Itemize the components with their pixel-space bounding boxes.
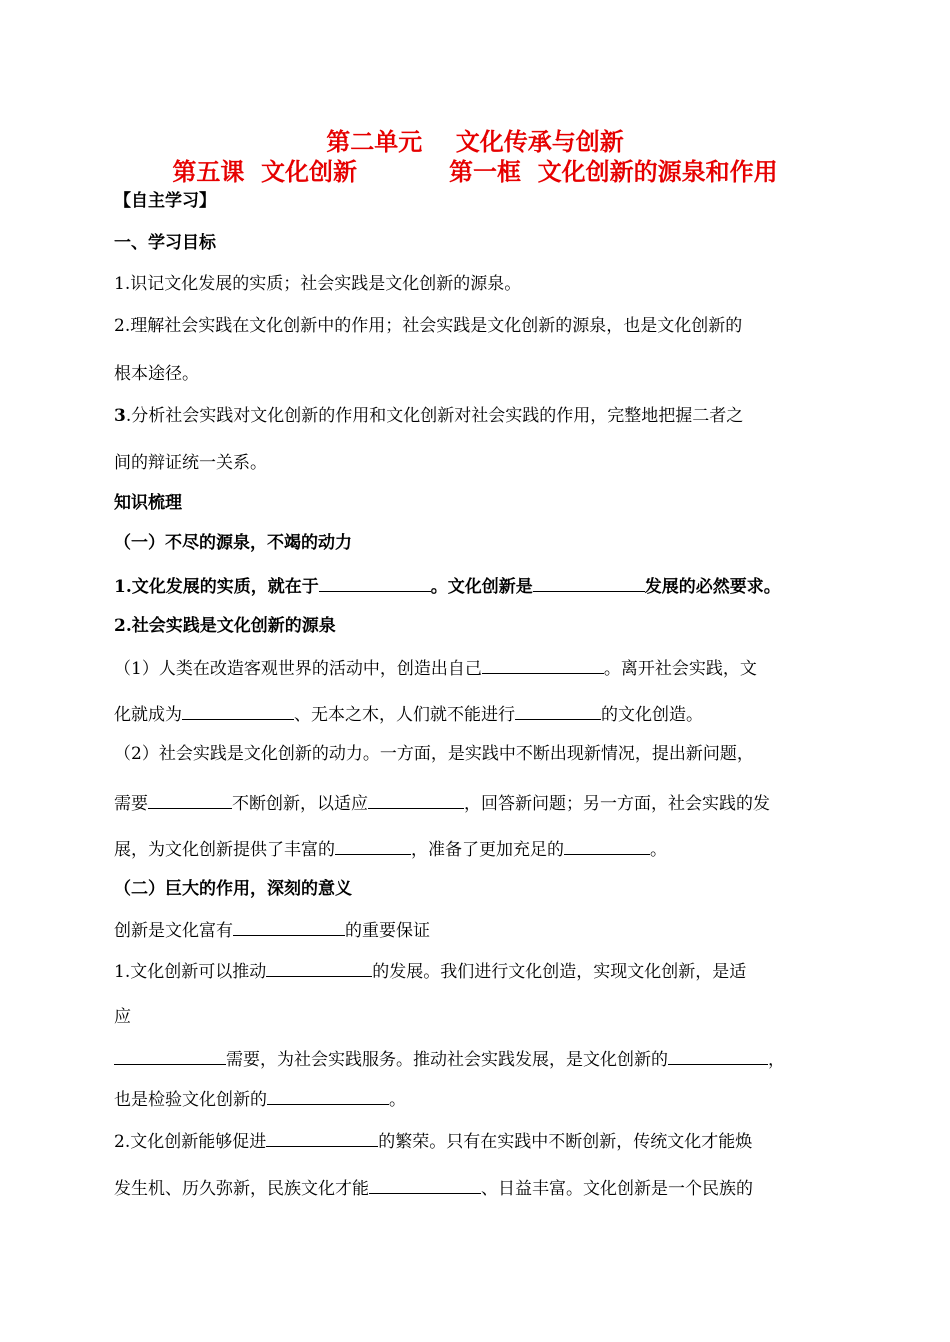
- point-2-1-line-2: 化就成为 、无本之木，人们就不能进行 的文化创造。: [114, 701, 839, 727]
- fill-blank[interactable]: [533, 573, 645, 592]
- unit-title: 第二单元 文化传承与创新: [326, 127, 624, 156]
- fill-blank[interactable]: [335, 836, 411, 855]
- effect-1-line-4: 也是检验文化创新的 。: [114, 1086, 839, 1112]
- fill-blank[interactable]: [564, 836, 650, 855]
- effect-1-line-3: 需要，为社会实践服务。推动社会实践发展，是文化创新的 ，: [114, 1046, 839, 1072]
- goal-2-line-1: 2.理解社会实践在文化创新中的作用；社会实践是文化创新的源泉，也是文化创新的: [114, 316, 743, 336]
- point-2-2-line-3: 展，为文化创新提供了丰富的 ，准备了更加充足的 。: [114, 836, 839, 862]
- fill-blank[interactable]: [319, 573, 431, 592]
- point-2-heading: 2.社会实践是文化创新的源泉: [114, 616, 336, 636]
- fill-blank[interactable]: [148, 790, 232, 809]
- fill-blank[interactable]: [233, 917, 345, 936]
- section-heading-knowledge: 知识梳理: [114, 493, 182, 513]
- goal-2-line-2: 根本途径。: [114, 364, 199, 384]
- fill-blank[interactable]: [482, 655, 604, 674]
- fill-blank[interactable]: [266, 1128, 378, 1147]
- section-heading-self-study: 【自主学习】: [114, 191, 216, 211]
- fill-blank[interactable]: [515, 701, 601, 720]
- fill-blank[interactable]: [266, 958, 372, 977]
- effect-1-line-2: 应: [114, 1007, 131, 1027]
- goal-3-line-2: 间的辩证统一关系。: [114, 453, 267, 473]
- fill-blank[interactable]: [267, 1086, 389, 1105]
- point-2-1-line-1: （1）人类在改造客观世界的活动中，创造出自己 。离开社会实践，文: [114, 655, 839, 681]
- goal-3-line-1: 3.分析社会实践对文化创新的作用和文化创新对社会实践的作用，完整地把握二者之: [114, 406, 744, 426]
- fill-blank[interactable]: [182, 701, 294, 720]
- subsection-heading-2: （二）巨大的作用，深刻的意义: [114, 879, 352, 899]
- point-2-2-line-1: （2）社会实践是文化创新的动力。一方面，是实践中不断出现新情况，提出新问题，: [114, 744, 754, 764]
- subsection-heading-1: （一）不尽的源泉，不竭的动力: [114, 533, 352, 553]
- goal-1: 1.识记文化发展的实质；社会实践是文化创新的源泉。: [114, 274, 522, 294]
- lesson-title: 第五课 文化创新 第一框 文化创新的源泉和作用: [172, 157, 778, 186]
- effect-2-line-2: 发生机、历久弥新，民族文化才能 、日益丰富。文化创新是一个民族的: [114, 1175, 839, 1201]
- fill-blank[interactable]: [368, 790, 464, 809]
- effect-1-line-1: 1.文化创新可以推动 的发展。我们进行文化创造，实现文化创新，是适: [114, 958, 839, 984]
- subsection-2-intro: 创新是文化富有 的重要保证: [114, 917, 839, 943]
- fill-blank[interactable]: [668, 1046, 768, 1065]
- fill-blank[interactable]: [114, 1046, 226, 1065]
- effect-2-line-1: 2.文化创新能够促进 的繁荣。只有在实践中不断创新，传统文化才能焕: [114, 1128, 839, 1154]
- fill-blank[interactable]: [369, 1175, 481, 1194]
- section-heading-goals: 一、学习目标: [114, 233, 216, 253]
- point-1: 1.文化发展的实质，就在于 。文化创新是 发展的必然要求。: [114, 573, 839, 599]
- point-2-2-line-2: 需要 不断创新，以适应 ，回答新问题；另一方面，社会实践的发: [114, 790, 839, 816]
